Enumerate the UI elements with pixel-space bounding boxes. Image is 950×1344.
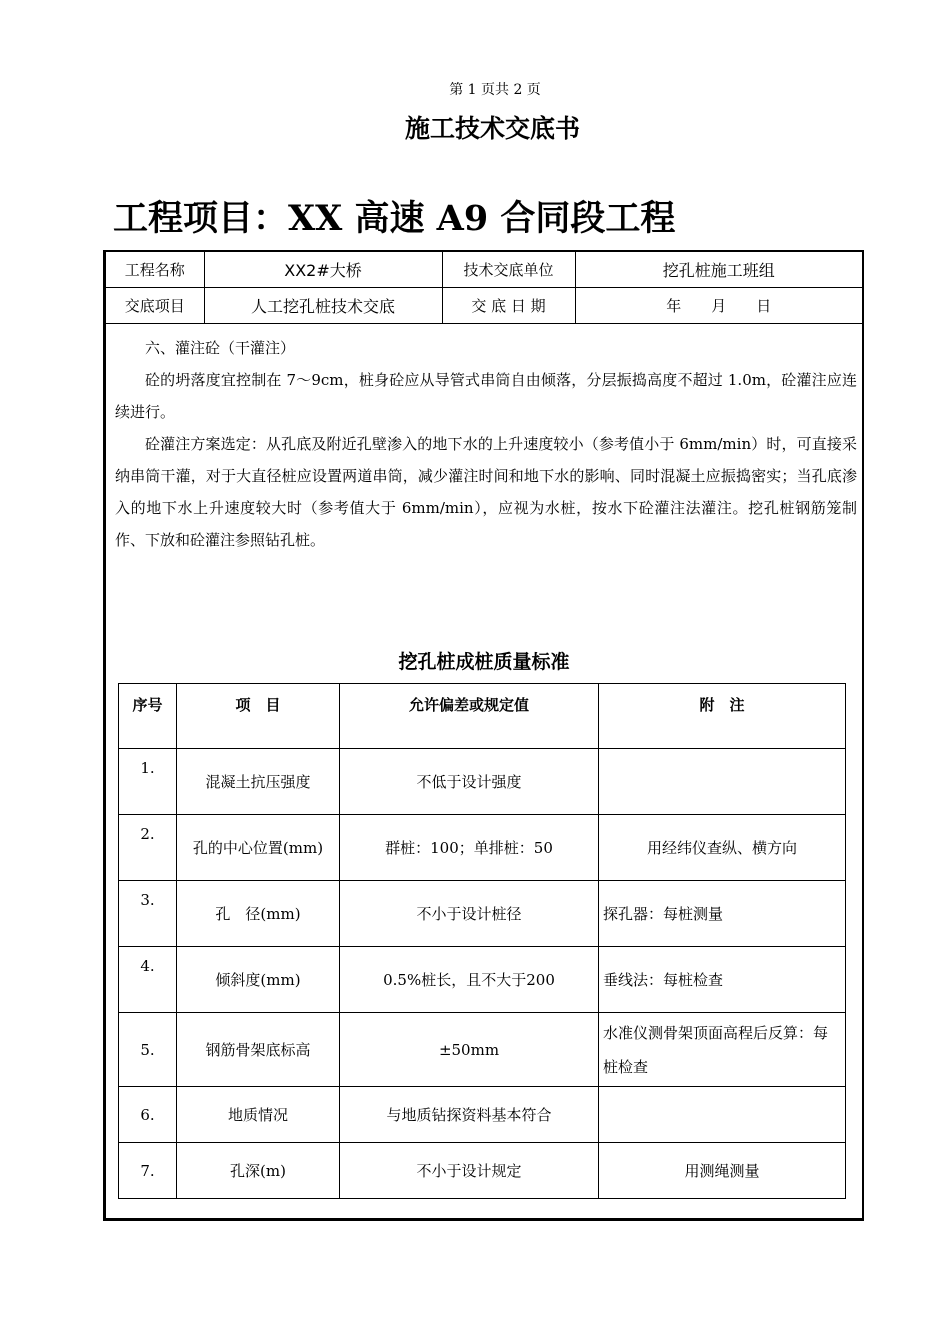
row-value: 不小于设计规定 (340, 1143, 599, 1199)
document-frame (103, 250, 864, 1221)
row-value: 群桩：100；单排桩：50 (340, 815, 599, 881)
paragraph-1: 砼的坍落度宜控制在 7～9cm，桩身砼应从导管式串筒自由倾落，分层振捣高度不超过 1.0m，砼灌注应连续进行。 (115, 371, 857, 421)
table-row (119, 1143, 846, 1199)
row-item: 倾斜度(mm) (177, 947, 340, 1013)
table-row (119, 749, 846, 815)
row-note: 探孔器：每桩测量 (599, 881, 846, 947)
row-value: 与地质钻探资料基本符合 (340, 1087, 599, 1143)
header-seq: 序号 (119, 684, 177, 749)
row-value: 不小于设计桩径 (340, 881, 599, 947)
row-value: 不低于设计强度 (340, 749, 599, 815)
row-item: 混凝土抗压强度 (177, 749, 340, 815)
row-item: 孔深(m) (177, 1143, 340, 1199)
project-name-label: 工程名称 (106, 252, 204, 288)
row-value: 0.5%桩长，且不大于200 (340, 947, 599, 1013)
row-note: 垂线法：每桩检查 (599, 947, 846, 1013)
row-value: ±50mm (340, 1013, 599, 1087)
section-heading: 六、灌注砼（干灌注） (145, 339, 296, 357)
table-row (119, 1013, 846, 1087)
item-value: 人工挖孔桩技术交底 (204, 288, 442, 324)
row-note (599, 749, 846, 815)
row-seq: 4. (119, 947, 177, 1013)
date-label: 交 底 日 期 (442, 288, 575, 324)
row-item: 孔的中心位置(mm) (177, 815, 340, 881)
row-note (599, 1087, 846, 1143)
page-number: 第 1 页共 2 页 (449, 82, 541, 98)
table-row (119, 881, 846, 947)
info-row-1 (106, 252, 862, 288)
table-row (119, 947, 846, 1013)
row-seq: 7. (119, 1143, 177, 1199)
paragraph-2: 砼灌注方案选定：从孔底及附近孔壁渗入的地下水的上升速度较小（参考值小于 6mm/min）时，可直接采纳串筒干灌，对于大直径桩应设置两道串筒，减少灌注时间和地下水的影响、同时混凝土应振捣密实；当孔底渗入的地下水上升速度较大时（参考值大于 6mm/min），应视为水桩，按水下砼灌注法灌注。挖孔桩钢筋笼制作、下放和砼灌注参照钻孔桩。 (115, 435, 857, 549)
row-note: 用测绳测量 (599, 1143, 846, 1199)
header-note: 附 注 (599, 684, 846, 749)
unit-value: 挖孔桩施工班组 (575, 252, 862, 288)
project-heading: 工程项目：XX 高速 A9 合同段工程 (113, 198, 676, 239)
project-name-value: XX2#大桥 (204, 252, 442, 288)
content-body (115, 332, 857, 556)
unit-label: 技术交底单位 (442, 252, 575, 288)
row-note: 水准仪测骨架顶面高程后反算：每桩检查 (599, 1013, 846, 1087)
header-value: 允许偏差或规定值 (340, 684, 599, 749)
row-item: 地质情况 (177, 1087, 340, 1143)
row-seq: 3. (119, 881, 177, 947)
row-seq: 2. (119, 815, 177, 881)
date-value: 年 月 日 (575, 288, 862, 324)
row-item: 孔 径(mm) (177, 881, 340, 947)
row-seq: 5. (119, 1013, 177, 1087)
row-note: 用经纬仪查纵、横方向 (599, 815, 846, 881)
header-item: 项 目 (177, 684, 340, 749)
row-item: 钢筋骨架底标高 (177, 1013, 340, 1087)
item-label: 交底项目 (106, 288, 204, 324)
table-row (119, 815, 846, 881)
row-seq: 1. (119, 749, 177, 815)
quality-header-row (119, 684, 846, 749)
info-row-2 (106, 288, 862, 324)
row-seq: 6. (119, 1087, 177, 1143)
quality-table-title: 挖孔桩成桩质量标准 (398, 651, 570, 673)
document-title: 施工技术交底书 (404, 114, 580, 143)
table-row (119, 1087, 846, 1143)
info-table (106, 252, 862, 324)
quality-table (118, 683, 846, 1199)
